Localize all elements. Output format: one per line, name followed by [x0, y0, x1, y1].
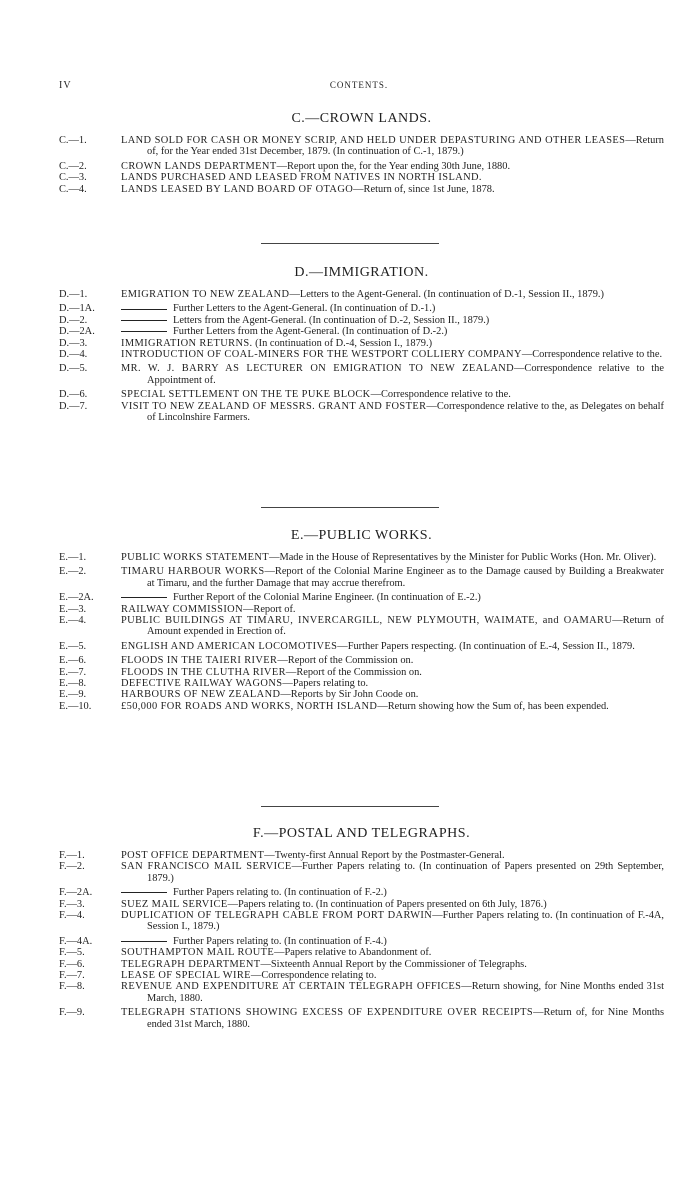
- entry-heading: CROWN LANDS DEPARTMENT: [121, 160, 277, 172]
- section-title: E.—PUBLIC WORKS.: [290, 528, 433, 543]
- entry-heading: PUBLIC BUILDINGS AT TIMARU, INVERCARGILL, NEW PLYMOUTH, WAIMATE, and OAMARU: [121, 615, 613, 627]
- entry-description: Further Papers relating to. (In continuation of F.-4.): [173, 935, 387, 947]
- entry-text: [121, 701, 664, 712]
- entry-code: E.—9.: [59, 689, 87, 701]
- entry-code: D.—7.: [59, 400, 88, 412]
- ditto-dash: [121, 309, 167, 310]
- entry-description: —Correspondence relative to the, as Delegates on behalf of Lincolnshire Farmers.: [147, 400, 664, 424]
- entry-description: —Correspondence relative to the Appointment of.: [147, 363, 664, 386]
- contents-entry: [59, 655, 664, 666]
- entry-code: E.—4.: [59, 615, 87, 627]
- entry-code: E.—6.: [59, 655, 87, 667]
- entry-description: —Reports by Sir John Coode on.: [280, 689, 419, 701]
- contents-entry: [59, 899, 664, 910]
- entry-text: [121, 667, 664, 678]
- entry-text: [121, 315, 664, 326]
- entry-code: E.—8.: [59, 678, 87, 690]
- entry-description: —Report of the Commission on.: [285, 666, 422, 678]
- ditto-dash: [121, 941, 167, 942]
- entry-heading: LEASE OF SPECIAL WIRE: [121, 970, 251, 982]
- entry-text: [121, 655, 664, 666]
- entry-text: [121, 970, 664, 981]
- section-title: D.—IMMIGRATION.: [294, 265, 429, 280]
- entry-code: D.—6.: [59, 389, 88, 401]
- entry-heading: SOUTHAMPTON MAIL ROUTE: [121, 947, 275, 959]
- contents-entry: [59, 315, 664, 326]
- entry-text: [121, 349, 664, 360]
- contents-entry: [59, 401, 664, 424]
- entry-code: F.—8.: [59, 981, 85, 993]
- section-immigration: [59, 264, 664, 423]
- entry-heading: EMIGRATION TO NEW ZEALAND: [121, 289, 290, 300]
- entry-description: (In continuation of D.-4, Session I., 1879.): [252, 337, 433, 349]
- entry-text: [121, 689, 664, 700]
- entry-code: C.—2.: [59, 160, 87, 172]
- entry-description: —Report of the Colonial Marine Engineer as to the Damage caused by Building a Breakwater at Timaru, and the further Damage that may accrue therefrom.: [147, 566, 664, 589]
- entry-code: D.—1.: [59, 289, 88, 300]
- page-number: IV: [59, 80, 72, 91]
- entry-text: [121, 338, 664, 349]
- entry-heading: REVENUE AND EXPENDITURE AT CERTAIN TELEGRAPH OFFICES: [121, 981, 462, 993]
- contents-entry: [59, 947, 664, 958]
- running-head: [59, 80, 659, 94]
- entry-text: [121, 566, 664, 589]
- contents-entry: [59, 338, 664, 349]
- entry-text: [121, 936, 664, 947]
- entry-text: [121, 981, 664, 1004]
- entry-description: —Return of, for the Year ended 31st December, 1879. (In continuation of C.-1, 1879.): [147, 135, 664, 158]
- entry-heading: POST OFFICE DEPARTMENT: [121, 850, 265, 861]
- section-public-works: [59, 527, 664, 712]
- entry-code: F.—3.: [59, 898, 85, 910]
- entry-code: E.—2.: [59, 566, 87, 578]
- entry-code: E.—5.: [59, 640, 87, 652]
- entry-text: [121, 326, 664, 337]
- entry-text: [121, 947, 664, 958]
- entry-heading: SAN FRANCISCO MAIL SERVICE: [121, 861, 292, 873]
- contents-entry: [59, 615, 664, 638]
- entry-heading: DEFECTIVE RAILWAY WAGONS: [121, 678, 283, 690]
- entry-code: E.—1.: [59, 552, 87, 563]
- entry-code: F.—9.: [59, 1007, 85, 1019]
- entry-heading: £50,000 FOR ROADS AND WORKS, NORTH ISLAND: [121, 700, 378, 712]
- entry-text: [121, 172, 664, 183]
- entry-text: [121, 615, 664, 638]
- entry-code: F.—7.: [59, 970, 85, 982]
- running-title: CONTENTS.: [329, 80, 389, 90]
- entry-heading: LANDS LEASED BY LAND BOARD OF OTAGO: [121, 183, 354, 195]
- entry-heading: PUBLIC WORKS STATEMENT: [121, 552, 270, 563]
- section-postal-telegraphs: [59, 825, 664, 1030]
- entry-code: E.—3.: [59, 603, 87, 615]
- entry-text: [121, 161, 664, 172]
- entry-description: Further Papers relating to. (In continuation of F.-2.): [173, 887, 387, 899]
- contents-entry: [59, 701, 664, 712]
- ditto-dash: [121, 331, 167, 332]
- entry-description: —Papers relating to.: [282, 678, 369, 690]
- entry-description: —Return showing, for Nine Months ended 31st March, 1880.: [147, 981, 664, 1004]
- entry-heading: FLOODS IN THE TAIERI RIVER: [121, 655, 278, 667]
- entry-heading: HARBOURS OF NEW ZEALAND: [121, 689, 281, 701]
- entry-description: —Return of, since 1st June, 1878.: [353, 183, 495, 195]
- contents-entry: [59, 172, 664, 183]
- entry-text: [121, 959, 664, 970]
- entry-text: [121, 887, 664, 898]
- entry-heading: DUPLICATION OF TELEGRAPH CABLE FROM PORT DARWIN: [121, 910, 433, 922]
- contents-entry: [59, 667, 664, 678]
- entry-text: [121, 678, 664, 689]
- contents-entry: [59, 887, 664, 898]
- entry-heading: ENGLISH AND AMERICAN LOCOMOTIVES: [121, 640, 338, 652]
- entry-description: —Made in the House of Representatives by the Minister for Public Works (Hon. Mr. Oliver).: [269, 552, 657, 563]
- entry-text: [121, 861, 664, 884]
- contents-entry: [59, 161, 664, 172]
- entry-heading: INTRODUCTION OF COAL-MINERS FOR THE WESTPORT COLLIERY COMPANY: [121, 349, 522, 361]
- entry-description: —Correspondence relative to the.: [370, 389, 511, 401]
- ditto-dash: [121, 892, 167, 893]
- entry-text: [121, 1007, 664, 1030]
- section-divider: [261, 507, 439, 508]
- contents-entry: [59, 349, 664, 360]
- entry-code: F.—2.: [59, 861, 85, 873]
- entry-text: [121, 135, 664, 158]
- entry-heading: LANDS PURCHASED AND LEASED FROM NATIVES IN NORTH ISLAND.: [121, 172, 482, 184]
- section-title: C.—CROWN LANDS.: [291, 111, 432, 126]
- entry-description: —Report of the Commission on.: [277, 655, 414, 667]
- contents-entry: [59, 135, 664, 158]
- entry-text: [121, 401, 664, 424]
- entry-description: Further Report of the Colonial Marine Engineer. (In continuation of E.-2.): [173, 592, 481, 604]
- entry-heading: TIMARU HARBOUR WORKS: [121, 566, 265, 578]
- entry-description: —Report of.: [243, 603, 296, 615]
- entry-description: —Return of, for Nine Months ended 31st March, 1880.: [147, 1007, 664, 1030]
- entry-heading: IMMIGRATION RETURNS.: [121, 337, 253, 349]
- contents-entry: [59, 363, 664, 386]
- contents-entry: [59, 689, 664, 700]
- entry-heading: SPECIAL SETTLEMENT ON THE TE PUKE BLOCK: [121, 389, 371, 401]
- entry-code: C.—4.: [59, 183, 87, 195]
- entry-text: [121, 641, 664, 652]
- entry-heading: MR. W. J. BARRY AS LECTURER ON EMIGRATION TO NEW ZEALAND: [121, 363, 515, 375]
- entry-code: C.—3.: [59, 172, 87, 184]
- entry-description: —Twenty-first Annual Report by the Postmaster-General.: [264, 850, 505, 861]
- entry-description: —Papers relating to. (In continuation of Papers presented on 6th July, 1876.): [227, 898, 547, 910]
- entry-text: [121, 592, 664, 603]
- entry-text: [121, 604, 664, 615]
- entry-heading: FLOODS IN THE CLUTHA RIVER: [121, 666, 286, 678]
- entry-description: —Further Papers respecting. (In continuation of E.-4, Session II., 1879.: [337, 640, 635, 652]
- entry-heading: RAILWAY COMMISSION: [121, 603, 243, 615]
- entry-description: —Further Papers relating to. (In continuation of F.-4A, Session I., 1879.): [147, 910, 664, 933]
- entry-description: —Report upon the, for the Year ending 30th June, 1880.: [276, 160, 511, 172]
- entry-description: —Further Papers relating to. (In continuation of Papers presented on 29th September, 1879.): [147, 861, 664, 884]
- contents-entry: [59, 326, 664, 337]
- contents-entry: [59, 552, 664, 563]
- entry-description: —Sixteenth Annual Report by the Commissioner of Telegraphs.: [260, 958, 527, 970]
- contents-entry: [59, 850, 664, 861]
- contents-entry: [59, 970, 664, 981]
- contents-entry: [59, 604, 664, 615]
- entry-code: D.—3.: [59, 337, 88, 349]
- entry-code: E.—10.: [59, 700, 92, 712]
- contents-entry: [59, 389, 664, 400]
- entry-text: [121, 552, 664, 563]
- contents-entry: [59, 981, 664, 1004]
- entry-code: E.—7.: [59, 666, 87, 678]
- entry-code: F.—4.: [59, 910, 85, 922]
- entry-code: F.—5.: [59, 947, 85, 959]
- section-title: F.—POSTAL AND TELEGRAPHS.: [252, 826, 471, 841]
- entry-description: Letters from the Agent-General. (In continuation of D.-2, Session II., 1879.): [173, 314, 490, 326]
- entry-code: D.—1A.: [59, 303, 95, 315]
- entry-code: D.—2A.: [59, 326, 95, 338]
- contents-entry: [59, 936, 664, 947]
- entry-text: [121, 303, 664, 314]
- contents-entry: [59, 678, 664, 689]
- entry-text: [121, 184, 664, 195]
- entry-description: —Return showing how the Sum of, has been expended.: [377, 700, 609, 712]
- contents-entry: [59, 1007, 664, 1030]
- section-divider: [261, 806, 439, 807]
- entry-description: Further Letters to the Agent-General. (In continuation of D.-1.): [173, 303, 436, 315]
- entry-description: —Correspondence relating to.: [250, 970, 377, 982]
- entry-text: [121, 289, 664, 300]
- contents-entry: [59, 303, 664, 314]
- contents-entry: [59, 910, 664, 933]
- contents-entry: [59, 959, 664, 970]
- entry-text: [121, 899, 664, 910]
- entry-text: [121, 363, 664, 386]
- entry-heading: TELEGRAPH DEPARTMENT: [121, 958, 261, 970]
- ditto-dash: [121, 320, 167, 321]
- contents-entry: [59, 566, 664, 589]
- entry-heading: SUEZ MAIL SERVICE: [121, 898, 228, 910]
- ditto-dash: [121, 597, 167, 598]
- section-divider: [261, 243, 439, 244]
- entry-description: —Correspondence relative to the.: [521, 349, 663, 361]
- contents-entry: [59, 592, 664, 603]
- entry-description: —Letters to the Agent-General. (In continuation of D.-1, Session II., 1879.): [289, 289, 604, 300]
- entry-text: [121, 850, 664, 861]
- entry-code: E.—2A.: [59, 592, 94, 604]
- entry-description: —Papers relative to Abandonment of.: [274, 947, 432, 959]
- section-crown-lands: [59, 110, 664, 195]
- entry-code: F.—6.: [59, 958, 85, 970]
- entry-description: —Return of Amount expended in Erection of.: [147, 615, 664, 638]
- entry-text: [121, 910, 664, 933]
- contents-entry: [59, 861, 664, 884]
- contents-entry: [59, 641, 664, 652]
- entry-heading: VISIT TO NEW ZEALAND OF MESSRS. GRANT AND FOSTER: [121, 400, 427, 412]
- entry-code: D.—2.: [59, 314, 88, 326]
- entry-text: [121, 389, 664, 400]
- contents-entry: [59, 289, 664, 300]
- entry-code: D.—5.: [59, 363, 88, 375]
- entry-code: F.—2A.: [59, 887, 93, 899]
- entry-description: Further Letters from the Agent-General. (In continuation of D.-2.): [173, 326, 448, 338]
- entry-code: D.—4.: [59, 349, 88, 361]
- entry-heading: TELEGRAPH STATIONS SHOWING EXCESS OF EXPENDITURE OVER RECEIPTS: [121, 1007, 534, 1019]
- entry-heading: LAND SOLD FOR CASH OR MONEY SCRIP, AND HELD UNDER DEPASTURING AND OTHER LEASES: [121, 135, 626, 146]
- entry-code: C.—1.: [59, 135, 87, 146]
- contents-entry: [59, 184, 664, 195]
- entry-code: F.—4A.: [59, 935, 93, 947]
- entry-code: F.—1.: [59, 850, 85, 861]
